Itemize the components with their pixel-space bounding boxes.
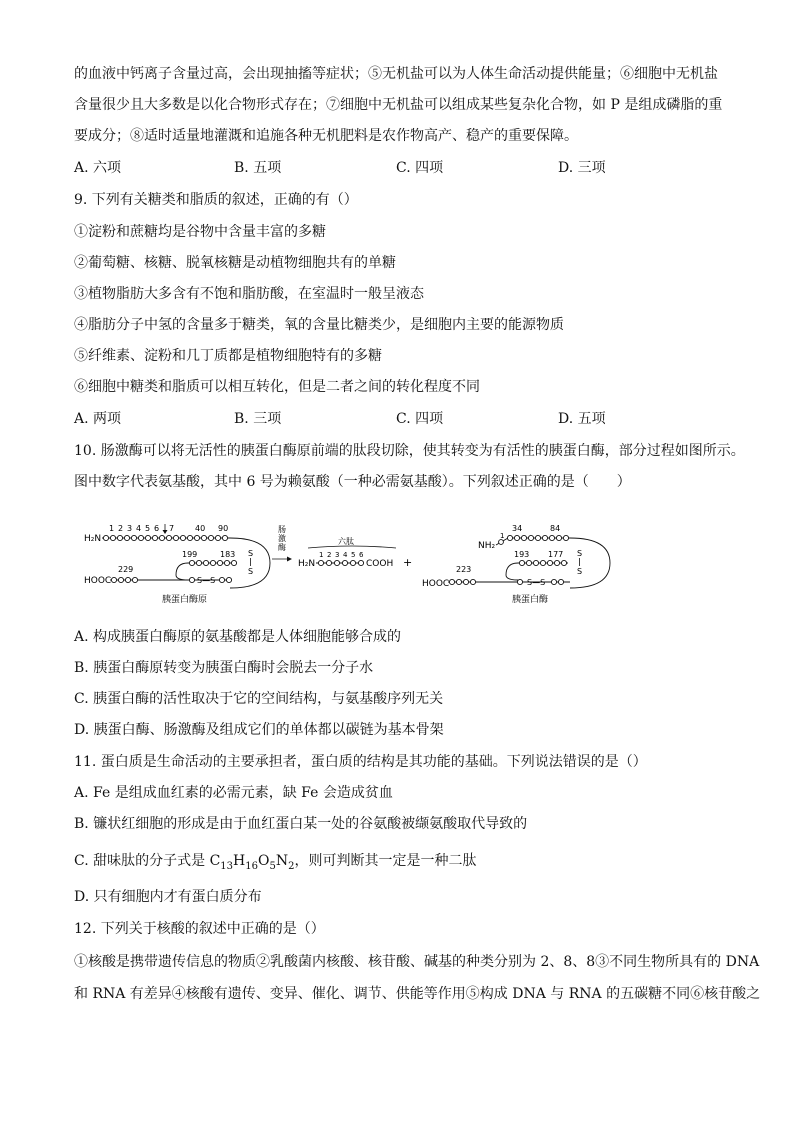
right-num-84: 84 bbox=[550, 524, 561, 533]
hexapeptide-label: 六肽 bbox=[338, 537, 354, 546]
q11-stem: 11. 蛋白质是生命活动的主要承担者，蛋白质的结构是其功能的基础。下列说法错误的是（） bbox=[74, 754, 647, 770]
q10-option-a[interactable]: A. 构成胰蛋白酶原的氨基酸都是人体细胞能够合成的 bbox=[74, 629, 402, 645]
q10-option-b[interactable]: B. 胰蛋白酶原转变为胰蛋白酶时会脱去一分子水 bbox=[74, 660, 374, 676]
q11-option-d[interactable]: D. 只有细胞内才有蛋白质分布 bbox=[74, 889, 262, 905]
q10-stem-line-2: 图中数字代表氨基酸，其中 6 号为赖氨酸（一种必需氨基酸）。下列叙述正确的是（ ） bbox=[74, 474, 631, 490]
q8-text-line-3: 要成分；⑧适时适量地灌溉和追施各种无机肥料是农作物高产、稳产的重要保障。 bbox=[74, 128, 578, 144]
left-num-183: 183 bbox=[220, 550, 236, 559]
right-nh2-label: NH₂ bbox=[478, 541, 496, 551]
q8-option-a[interactable]: A. 六项 bbox=[74, 160, 122, 176]
q10-option-c[interactable]: C. 胰蛋白酶的活性取决于它的空间结构，与氨基酸序列无关 bbox=[74, 691, 444, 707]
formula-h-sub: 16 bbox=[245, 860, 258, 872]
q8-option-c[interactable]: C. 四项 bbox=[396, 160, 444, 176]
q12-text-line-2: 和 RNA 有差异④核酸有遗传、变异、催化、调节、供能等作用⑤构成 DNA 与 RNA 的五碳糖不同⑥核苷酸之 bbox=[74, 986, 761, 1002]
formula-c-sub: 13 bbox=[220, 860, 234, 872]
q9-item-1: ①淀粉和蔗糖均是谷物中含量丰富的多糖 bbox=[74, 224, 326, 240]
q10-option-d[interactable]: D. 胰蛋白酶、肠激酶及组成它们的单体都以碳链为基本骨架 bbox=[74, 722, 444, 738]
q9-option-c[interactable]: C. 四项 bbox=[396, 411, 444, 427]
hex-cooh-label: COOH bbox=[366, 559, 394, 569]
formula-c: C bbox=[209, 853, 221, 869]
hex-num-5: 5 bbox=[351, 551, 356, 559]
q9-item-4: ④脂肪分子中氢的含量多于糖类，氧的含量比糖类少，是细胞内主要的能源物质 bbox=[74, 317, 564, 333]
q9-item-6: ⑥细胞中糖类和脂质可以相互转化，但是二者之间的转化程度不同 bbox=[74, 379, 480, 395]
q8-text-line-1: 的血液中钙离子含量过高，会出现抽搐等症状；⑤无机盐可以为人体生命活动提供能量；⑥细胞中无机盐 bbox=[74, 66, 718, 82]
left-num-4: 4 bbox=[136, 524, 142, 533]
q8-text-line-2: 含量很少且大多数是以化合物形式存在；⑦细胞中无机盐可以组成某些复杂化合物，如 P 是组成磷脂的重 bbox=[74, 97, 723, 113]
q9-item-2: ②葡萄糖、核糖、脱氧核糖是动植物细胞共有的单糖 bbox=[74, 255, 396, 271]
q8-option-d[interactable]: D. 三项 bbox=[558, 160, 606, 176]
left-num-7: 7 bbox=[169, 524, 175, 533]
left-num-6: 6 bbox=[154, 524, 160, 533]
q8-option-b[interactable]: B. 五项 bbox=[234, 160, 282, 176]
q9-options bbox=[74, 409, 724, 429]
right-num-1: 1 bbox=[500, 532, 505, 540]
right-num-177: 177 bbox=[548, 550, 564, 559]
left-num-3: 3 bbox=[127, 524, 133, 533]
left-num-199: 199 bbox=[182, 550, 198, 559]
left-num-40: 40 bbox=[195, 524, 206, 533]
q9-stem: 9. 下列有关糖类和脂质的叙述，正确的有（） bbox=[74, 192, 358, 208]
trypsinogen-caption: 胰蛋白酶原 bbox=[162, 595, 208, 605]
right-ss-bond: S—S bbox=[527, 578, 546, 587]
hex-num-4: 4 bbox=[343, 551, 348, 559]
q9-option-a[interactable]: A. 两项 bbox=[74, 411, 122, 427]
q11-option-c-suffix: ，则可判断其一定是一种二肽 bbox=[294, 853, 477, 869]
q11-option-c-prefix: C. 甜味肽的分子式是 bbox=[74, 853, 210, 869]
trypsin-caption: 胰蛋白酶 bbox=[512, 595, 549, 605]
right-hooc-label: HOOC bbox=[422, 579, 450, 589]
right-s-top: S bbox=[577, 549, 583, 558]
hex-num-2: 2 bbox=[327, 551, 332, 559]
right-s-bottom: S bbox=[577, 567, 583, 576]
right-num-34: 34 bbox=[512, 524, 523, 533]
hex-num-3: 3 bbox=[335, 551, 340, 559]
left-num-5: 5 bbox=[145, 524, 151, 533]
left-num-1: 1 bbox=[109, 524, 115, 533]
q9-item-5: ⑤纤维素、淀粉和几丁质都是植物细胞特有的多糖 bbox=[74, 348, 382, 364]
q12-text-line-1: ①核酸是携带遗传信息的物质②乳酸菌内核酸、核苷酸、碱基的种类分别为 2、8、8③不同生物所具有的 DNA bbox=[74, 954, 760, 970]
hex-num-6: 6 bbox=[359, 551, 364, 559]
q9-option-d[interactable]: D. 五项 bbox=[558, 411, 606, 427]
q11-option-a[interactable]: A. Fe 是组成血红素的必需元素，缺 Fe 会造成贫血 bbox=[74, 785, 393, 801]
left-nh2-label: H₂N bbox=[84, 534, 102, 544]
q10-stem-line-1: 10. 肠激酶可以将无活性的胰蛋白酶原前端的肽段切除，使其转变为有活性的胰蛋白酶，部分过程如图所示。 bbox=[74, 443, 745, 459]
formula-o-sub: 5 bbox=[269, 860, 276, 872]
q12-stem: 12. 下列关于核酸的叙述中正确的是（） bbox=[74, 921, 325, 937]
q11-option-b[interactable]: B. 镰状红细胞的形成是由于血红蛋白某一处的谷氨酸被缬氨酸取代导致的 bbox=[74, 816, 528, 832]
left-num-229: 229 bbox=[118, 565, 134, 574]
sweet-peptide-formula bbox=[209, 853, 295, 872]
plus-sign: + bbox=[403, 556, 413, 569]
left-ss-bond: S—S bbox=[197, 576, 216, 585]
formula-n: N bbox=[275, 853, 289, 869]
hex-num-1: 1 bbox=[319, 551, 324, 559]
formula-o: O bbox=[257, 853, 270, 869]
left-hooc-label: HOOC bbox=[84, 576, 112, 586]
formula-n-sub: 2 bbox=[288, 860, 295, 872]
q8-options bbox=[74, 158, 724, 178]
enterokinase-label: 肠激酶 bbox=[278, 525, 286, 552]
formula-h: H bbox=[233, 853, 246, 869]
right-num-223: 223 bbox=[456, 565, 472, 574]
left-s-top: S bbox=[248, 549, 254, 558]
left-num-90: 90 bbox=[218, 524, 229, 533]
q9-option-b[interactable]: B. 三项 bbox=[234, 411, 282, 427]
right-num-193: 193 bbox=[514, 550, 530, 559]
trypsinogen-activation-diagram bbox=[80, 518, 650, 608]
q11-option-c[interactable] bbox=[74, 851, 724, 877]
left-s-bottom: S bbox=[248, 567, 254, 576]
q9-item-3: ③植物脂肪大多含有不饱和脂肪酸，在室温时一般呈液态 bbox=[74, 286, 424, 302]
hex-nh2-label: H₂N bbox=[298, 559, 316, 569]
left-num-2: 2 bbox=[118, 524, 124, 533]
